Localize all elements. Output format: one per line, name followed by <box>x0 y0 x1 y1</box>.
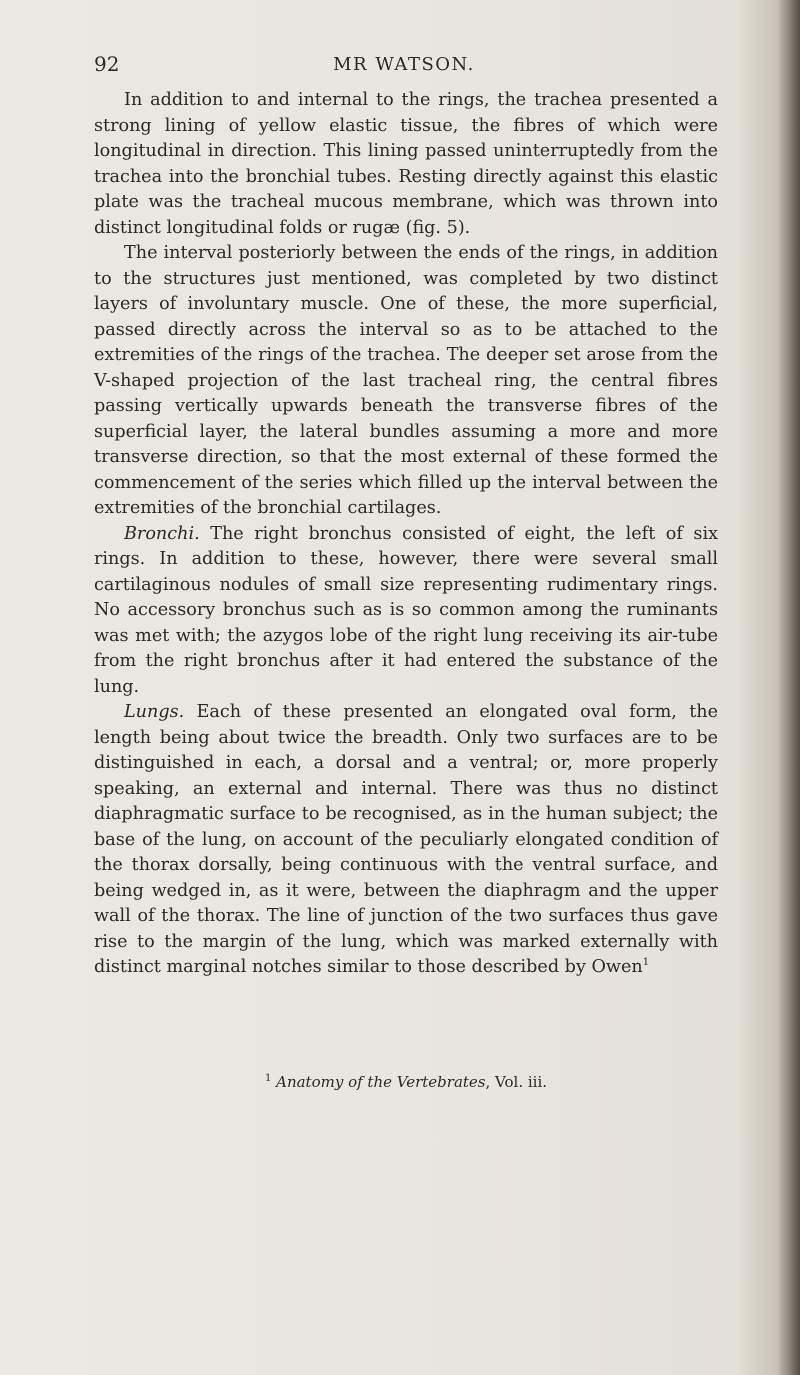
section-heading-bronchi: Bronchi. <box>124 523 200 544</box>
body-text <box>94 88 718 981</box>
paragraph-trachea-lining: In addition to and internal to the rings, the trachea presented a strong lining of yellow elastic tissue, the fibres of which were longitudinal in direction. This lining passed uninterruptedly from the trachea into the bronchial tubes. Resting directly against this elastic plate was the tracheal mucous membrane, which was thrown into distinct longitudinal folds or rugæ (fig. 5). <box>94 90 718 238</box>
page-header <box>94 52 714 82</box>
footnote <box>94 1072 718 1092</box>
page-edge-shadow <box>778 0 800 1375</box>
footnote-reference[interactable]: 1 <box>642 957 650 969</box>
footnote-marker: 1 <box>264 1073 272 1084</box>
footnote-rest: , Vol. iii. <box>485 1073 548 1091</box>
paragraph-lungs: Lungs. Each of these presented an elongated oval form, the length being about twice the breadth. Only two surfaces are to be distinguished in each, a dorsal and a ventral; or, more properly speaking, an external and internal. There was thus no distinct diaphragmatic surface to be recognised, as in the human subject; the base of the lung, on account of the peculiarly elongated condition of the thorax dorsally, being continuous with the ventral surface, and being wedged in, as it were, between the diaphragm and the upper wall of the thorax. The line of junction of the two surfaces thus gave rise to the margin of the lung, which was marked externally with distinct marginal notches similar to those described by Owen$^1$ <box>94 702 719 977</box>
footnote-title: Anatomy of the Vertebrates <box>276 1073 486 1091</box>
section-heading-lungs: Lungs. <box>124 702 185 722</box>
running-head: MR WATSON. <box>333 54 475 75</box>
paragraph-bronchi: Bronchi. The right bronchus consisted of eight, the left of six rings. In addition to these, however, there were several small cartilaginous nodules of small size representing rudimentary rings. No accessory bronchus such as is so common among the ruminants was met with; the azygos lobe of the right lung receiving its air-tube from the right bronchus after it had entered the substance of the lung. <box>94 523 719 697</box>
page-number: 92 <box>94 52 120 76</box>
paragraph-posterior-interval: The interval posteriorly between the ends of the rings, in addition to the structures just mentioned, was completed by two distinct layers of involuntary muscle. One of these, the more superficial, passed directly across the interval so as to be attached to the extremities of the rings of the trachea. The deeper set arose from the V-shaped projection of the last tracheal ring, the central fibres passing vertically upwards beneath the transverse fibres of the superficial layer, the lateral bundles assuming a more and more transverse direction, so that the most external of these formed the commencement of the series which filled up the interval between the extremities of the bronchial cartilages. <box>94 243 718 518</box>
